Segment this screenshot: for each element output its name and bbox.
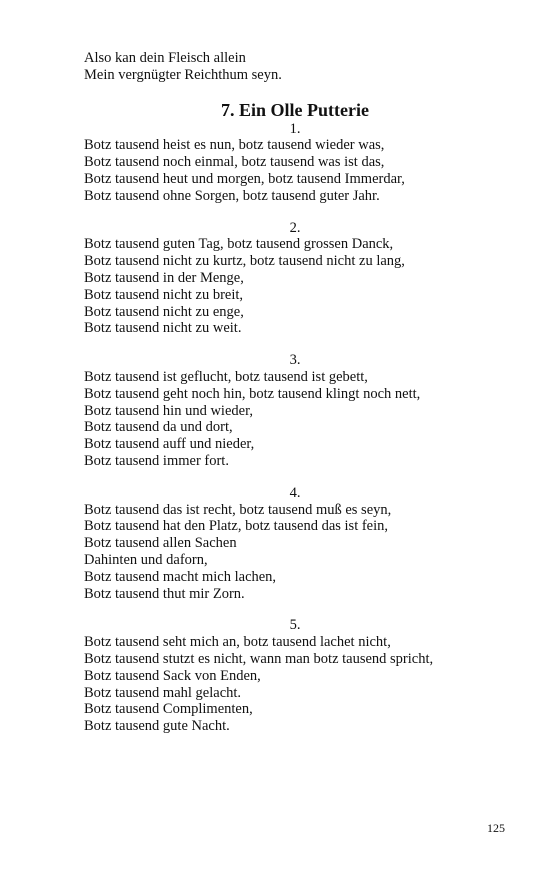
verse-line: Botz tausend ohne Sorgen, botz tausend guter Jahr. <box>84 187 380 204</box>
page-body <box>84 50 484 735</box>
verse-line: Botz tausend ist geflucht, botz tausend ist gebett, <box>84 368 368 385</box>
stanza-number: 3. <box>289 352 301 369</box>
verse-line: Botz tausend hat den Platz, botz tausend das ist fein, <box>84 518 389 535</box>
verse-line: Botz tausend hin und wieder, <box>84 402 253 419</box>
verse-line: Botz tausend auff und nieder, <box>84 436 255 453</box>
verse-line: Botz tausend Sack von Enden, <box>84 667 261 684</box>
verse-line: Mein vergnügter Reichthum seyn. <box>84 66 282 83</box>
stanza-number: 5. <box>289 617 301 634</box>
verse-line: Botz tausend nicht zu enge, <box>84 303 244 320</box>
stanza-1 <box>84 121 484 205</box>
verse-line: Botz tausend in der Menge, <box>84 269 244 286</box>
stanza-number: 4. <box>289 484 301 501</box>
verse-line: Botz tausend heut und morgen, botz tausend Immerdar, <box>84 170 405 187</box>
verse-line: Botz tausend mahl gelacht. <box>84 684 242 701</box>
verse-line: Botz tausend Complimenten, <box>84 701 253 718</box>
verse-line: Botz tausend nicht zu kurtz, botz tausend nicht zu lang, <box>84 253 405 270</box>
verse-line: Botz tausend heist es nun, botz tausend wieder was, <box>84 137 385 154</box>
verse-line: Botz tausend nicht zu weit. <box>84 320 242 337</box>
verse-line: Botz tausend guten Tag, botz tausend grossen Danck, <box>84 236 394 253</box>
verse-line: Botz tausend noch einmal, botz tausend was ist das, <box>84 154 385 171</box>
verse-line: Botz tausend immer fort. <box>84 452 229 469</box>
stanza-4 <box>84 485 484 603</box>
stanza-3 <box>84 352 484 470</box>
verse-line: Botz tausend da und dort, <box>84 419 233 436</box>
poem-title: 7. Ein Olle Putterie <box>221 99 369 120</box>
verse-line: Botz tausend thut mir Zorn. <box>84 585 245 602</box>
verse-line: Botz tausend seht mich an, botz tausend lachet nicht, <box>84 634 391 651</box>
verse-line: Botz tausend nicht zu breit, <box>84 286 244 303</box>
verse-line: Also kan dein Fleisch allein <box>84 50 246 66</box>
verse-line: Botz tausend geht noch hin, botz tausend klingt noch nett, <box>84 385 421 402</box>
verse-line: Botz tausend allen Sachen <box>84 535 237 552</box>
verse-line: Botz tausend das ist recht, botz tausend muß es seyn, <box>84 501 392 518</box>
stanza-5 <box>84 617 484 735</box>
verse-line: Botz tausend stutzt es nicht, wann man botz tausend spricht, <box>84 650 434 667</box>
intro-verse <box>84 50 484 84</box>
verse-line: Botz tausend gute Nacht. <box>84 718 230 735</box>
stanza-2 <box>84 220 484 338</box>
page-number: 125 <box>487 821 505 835</box>
verse-line: Botz tausend macht mich lachen, <box>84 568 277 585</box>
verse-line: Dahinten und daforn, <box>84 551 208 568</box>
stanza-number: 1. <box>289 120 301 137</box>
stanza-number: 2. <box>289 219 301 236</box>
